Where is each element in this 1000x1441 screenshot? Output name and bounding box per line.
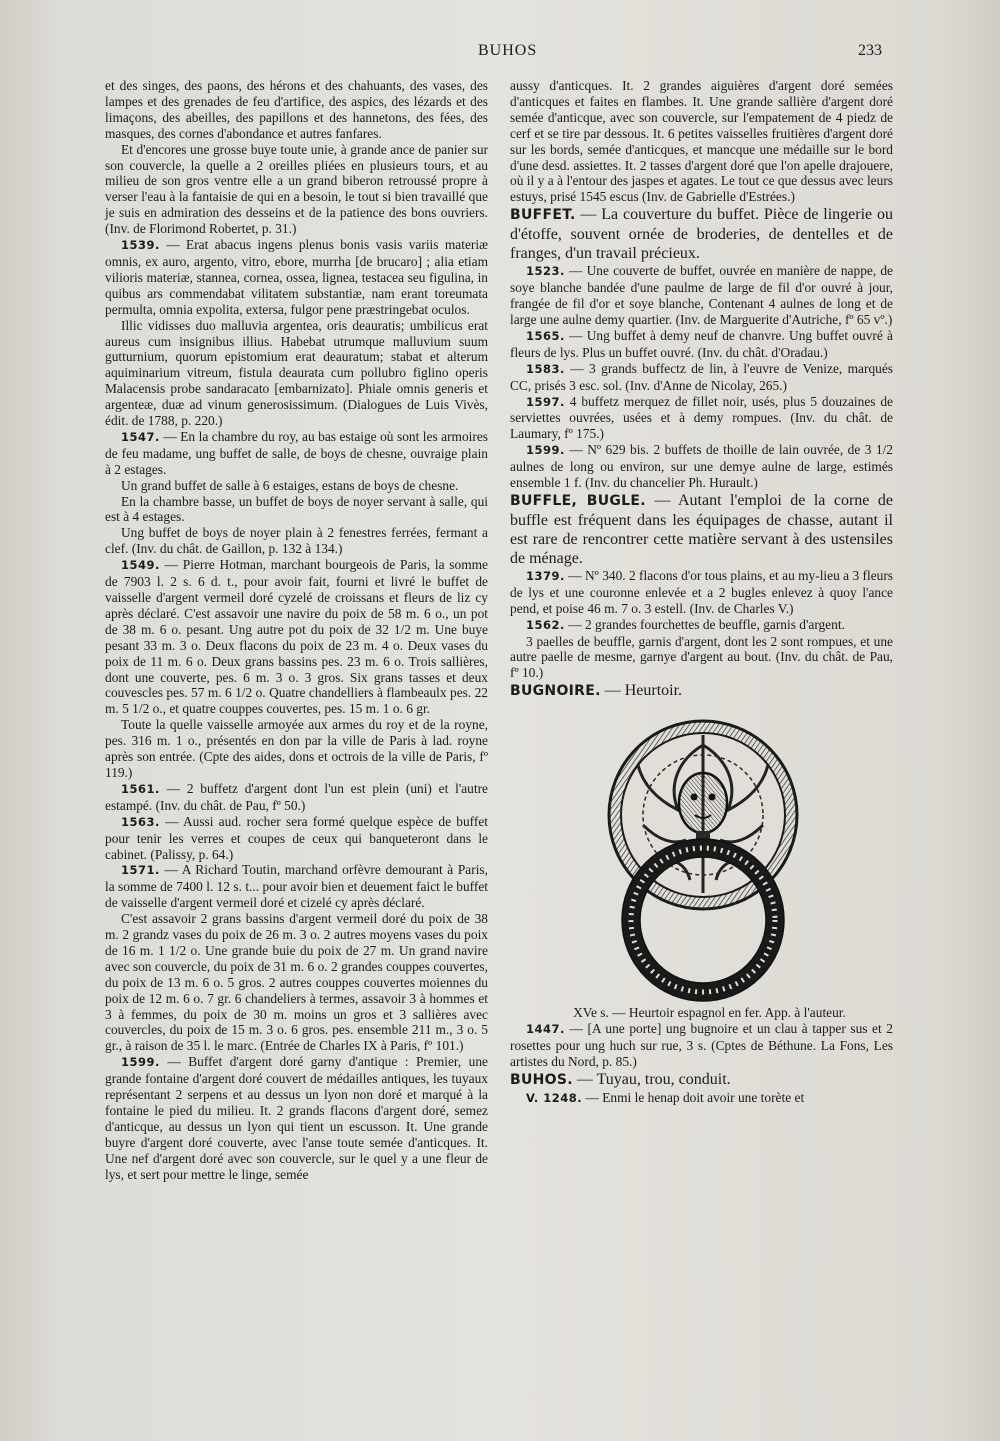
citation-year: 1561. [121,781,160,796]
right-paragraphs-e [510,1090,893,1107]
citation-text: — Enmi le henap doit avoir une torète et [582,1089,805,1105]
citation-text: Et d'encores une grosse buye toute unie, à grande ance de panier sur son couvercle, la quelle a 2 oreilles pliées en plusieurs tours, et au milieu de son gros ventre elle a un grand biberon retroussé propre à verser l'eau à la fantaisie de qui en a besoin, le tout si bien travaillé que je suis en admiration des desseins et de la patience des bons ouvriers. (Inv. de Florimond Robertet, p. 31.) [105,141,488,237]
citation-text: — Aussi aud. rocher sera formé quelque espèce de buffet pour tenir les verres et coupes de ceux qui banqueteront dans le cabinet. (Palissy, p. 64.) [105,813,488,862]
dated-citation [510,568,893,617]
citation-year: 1583. [526,361,565,376]
definition-buffet: — La couverture du buffet. Pièce de lingerie ou d'étoffe, souvent ornée de broderies, de dentelles et de franges, d'un travail précieux. [510,206,893,263]
citation-text: 4 buffetz merquez de fillet noir, usés, plus 5 douzaines de serviettes ouvrées, usées et à demy rompues. (Inv. du chât. de Laumary, fº 175.) [510,393,893,442]
paragraph [105,494,488,526]
paragraph [105,478,488,494]
citation-year: 1539. [121,238,160,253]
right-paragraphs-d [510,1021,893,1070]
citation-year: V. 1248. [526,1090,583,1105]
citation-year: 1565. [526,328,565,343]
right-paragraphs-a [510,78,893,205]
left-column [105,78,488,1183]
citation-text: En la chambre basse, un buffet de boys de noyer servant à salle, qui est à 4 estages. [105,493,488,525]
citation-text: — Nº 340. 2 flacons d'or tous plains, et au my-lieu a 3 fleurs de lys et une couronne enlevée et a 2 bugles enlevez à quoy l'ance pend, et poise 46 m. 7 o. 3 estell. (Inv. de Charles V.) [510,567,893,616]
citation-text: Illic vidisses duo malluvia argentea, oris deauratis; umbilicus erat aureus cum insignibus illius. Habebat utrumque malluvium suum gutturnium, quorum epistomium erat deauratum; stabat et alterum aquiminarium vitreum, fistula deaurata cum pollubro figlino operis Malacensis probe sandaracato [embarnizato]. Phiale omnis generis et argenteæ, duæ ad vinum generosissimum. (Dialogues de Luis Vivès, édit. de 1788, p. 220.) [105,317,488,429]
citation-year: 1599. [121,1055,160,1070]
definition-bugnoire: — Heurtoir. [600,682,683,700]
right-paragraphs-c [510,568,893,681]
citation-text: Ung buffet de boys de noyer plain à 2 fenestres ferrées, fermant a clef. (Inv. du chât. de Gaillon, p. 132 à 134.) [105,525,488,557]
dated-citation [105,237,488,318]
running-title: BUHOS [478,42,538,59]
dated-citation [510,617,893,634]
paragraph [105,78,488,142]
headword-buffet: BUFFET. [510,207,576,224]
entry-buffet [510,205,893,263]
paragraph [105,911,488,1054]
door-knocker-illustration [598,715,808,1005]
paragraph [510,78,893,205]
paragraph [510,634,893,682]
dated-citation [105,862,488,911]
left-paragraphs [105,78,488,1183]
dated-citation [105,429,488,478]
door-knocker-figure [510,715,893,1005]
citation-text: — 3 grands buffectz de lin, à l'euvre de Venize, marqués CC, prisés 3 esc. sol. (Inv. d'Anne de Nicolay, 265.) [510,360,893,393]
citation-text: — 2 buffetz d'argent dont l'un est plein (uni) et l'autre estampé. (Inv. du chât. de Pau, fº 50.) [105,780,488,813]
citation-text: Toute la quelle vaisselle armoyée aux armes du roy et de la royne, pes. 316 m. 1 o., présentés en don par la ville de Paris à lad. royne après son entrée. (Cpte des aides, dons et octrois de la ville de Paris, fº 119.) [105,717,488,780]
right-paragraphs-b [510,263,893,491]
running-head [0,42,1000,66]
dated-citation [510,1090,893,1107]
citation-text: — 2 grandes fourchettes de beuffle, garnis d'argent. [564,616,845,632]
headword-bugnoire: BUGNOIRE. [510,683,601,700]
paragraph [105,717,488,781]
citation-year: 1571. [121,863,160,878]
citation-year: 1549. [121,558,160,573]
citation-text: et des singes, des paons, des hérons et des chahuants, des vases, des lampes et des grenades de feu d'artifice, des aspics, des lézards et des limaçons, des abeilles, des papillons et des hannetons, des fées, des masques, des cornes d'abondance et autres fanfares. [105,78,488,141]
citation-text: — Ung buffet à demy neuf de chanvre. Ung buffet ouvré à fleurs de lys. Plus un buffet ouvré. (Inv. du chât. d'Oradau.) [510,327,893,360]
citation-year: 1523. [526,264,565,279]
citation-year: 1563. [121,814,160,829]
citation-text: — A Richard Toutin, marchand orfèvre demourant à Paris, la somme de 7400 l. 12 s. t... pour avoir bien et deuement faict le buffet de vaisselle d'argent vermeil doré et cizelé cy après déclaré. [105,862,488,911]
citation-text: — [A une porte] ung bugnoire et un clau à tapper sus et 2 rosettes pour ung huch sur rue, 3 s. (Cptes de Béthune. La Fons, Les artistes du Nord, p. 85.) [510,1021,893,1069]
paragraph [105,318,488,429]
citation-text: — Une couverte de buffet, ouvrée en manière de nappe, de soye blanche bandée d'une paulme de large de fil d'or ouvré à jour, frangée de fil d'or et soye blanche, Contenant 4 aulnes de long et de large une aulne demy quartier. (Inv. de Marguerite d'Autriche, fº 65 vº.) [510,263,893,327]
dated-citation [105,781,488,814]
dated-citation [510,1021,893,1070]
paragraph [105,525,488,557]
headword-buhos: BUHOS. [510,1071,573,1088]
citation-text: — Buffet d'argent doré garny d'antique : Premier, une grande fontaine d'argent doré couvert de médailles antiques, les tuyaux représentant 2 serpens et au dessus un lyon non doré et marqué à la fontaine le pied du milieu. It. 2 grands flacons d'argent doré, semez d'anticque, au dessus un lyon qui tient un escusson. It. Une grande buyre d'argent doré couverte, avec l'anse toute semée d'anticques. It. Une nef d'argent doré avec son couvercle, sur le quel y a une fleur de lys, et sert pour mettre le linge, semée [105,1054,488,1182]
citation-text: aussy d'anticques. It. 2 grandes aiguières d'argent doré semées d'anticques et faites en flambes. It. Une grande sallière d'argent doré semée d'anticque, avec son couvercle, sur l'empatement de 4 piedz de cerf et se tire par dessous. It. 6 petites vaisselles fruitières d'argent doré sur les bords, semée d'anticques, et mancque une médaille sur le bord d'une desd. assiettes. It. 2 tasses d'argent doré que l'on apelle drajouere, où il y a à l'entour des jaspes et agates. Le tout ce que dessus avec leurs estuys, prisé 1545 escus (Inv. de Gabrielle d'Estrées.) [510,78,893,205]
paragraph [105,142,488,237]
entry-buffle [510,491,893,568]
dated-citation [510,394,893,443]
dated-citation [105,814,488,863]
citation-text: — En la chambre du roy, au bas estaige où sont les armoires de feu madame, ung buffet de salle, de boys de chesne, ouvraige plain à 2 estages. [105,428,488,477]
page-number: 233 [858,42,882,59]
dated-citation [105,1054,488,1182]
definition-buhos: — Tuyau, trou, conduit. [572,1070,731,1088]
dated-citation [510,361,893,394]
dated-citation [105,557,488,717]
citation-year: 1447. [526,1022,565,1037]
dated-citation [510,328,893,361]
citation-text: C'est assavoir 2 grans bassins d'argent vermeil doré du poix de 38 m. 2 grandz vases du poix de 26 m. 3 o. 2 autres moyens vases du poix de 16 m. 1 1/2 o. Une grande buie du poix de 27 m. Un grand navire avec son couvercle, du poix de 31 m. 6 o. 2 grandes couppes couvertes, du poix de 13 m. 6 o. 5 gros. 2 autres couppes couvertes moiennes du poix de 12 m. 6 o. 7 gr. 6 chandeliers à termes, assavoir 3 à hommes et 3 à femmes, du poix de 30 m. moins un gros et 3 sallières avec couvercles, du poix de 15 m. 3 o. 6 gros. pes. ensemble 211 m., 3 o. 5 gr., à raison de 35 l. le marc. (Entrée de Charles IX à Paris, fº 101.) [105,911,488,1054]
citation-year: 1599. [526,443,565,458]
citation-year: 1597. [526,394,565,409]
dated-citation [510,442,893,491]
citation-year: 1562. [526,617,565,632]
citation-year: 1379. [526,568,565,583]
dated-citation [510,263,893,328]
definition-buffle: — Autant l'emploi de la corne de buffle est fréquent dans les équipages de chasse, autant il est rare de rencontrer cette matière servant à des ustensiles de ménage. [510,491,893,567]
citation-text: — Pierre Hotman, marchant bourgeois de Paris, la somme de 7903 l. 2 s. 6 d. t., pour avoir fait, fourni et livré le buffet de vaisselle d'argent vermeil doré cyzelé de croissans et fleurs de liz cy après déclaré. C'est assavoir une navire du poix de 58 m. 6 o., un pot de 38 m. 6 o. pesant. Ung autre pot du poix de 32 1/2 m. Une buye pesant 33 m. 3 o. Deux flacons du poix de 23 m. 4 o. Deux vases du poix de 11 m. 6 o. Deux grans bassins pes. 23 m. 6 o. Trois sallières, dont une couverte, pes. 6 m. 3 o. 3 gros. Six grans tasses et deux couvescles pes. 57 m. 6 1/2 o. Quatre chandelliers à flambeaulx pes. 22 m. 5 1/2 o., et quatre couppes couvertes, pes. 15 m. 1 o. 6 gr. [105,557,488,717]
headword-buffle: BUFFLE, BUGLE. [510,492,646,509]
right-column [510,78,893,1107]
citation-text: — Erat abacus ingens plenus bonis vasis variis materiæ omnis, ex auro, argento, vitro, ebore, murrha [de brucaro] ; alia etiam vilioris materiæ, stannea, cornea, ossea, lignea, testacea seu figulina, in quibus ars commendabat vilitatem substantiæ, nam erant toreumata permulta, omnia expolita, extersa, fulgor pene præstringebat oculos. [105,237,488,317]
citation-text: 3 paelles de beuffle, garnis d'argent, dont les 2 sont rompues, et une autre paelle de mesme, garnye d'argent au bout. (Inv. du chât. de Pau, fº 10.) [510,633,893,681]
figure-caption: XVe s. — Heurtoir espagnol en fer. App. à l'auteur. [573,1005,846,1021]
entry-buhos [510,1070,893,1090]
citation-text: Un grand buffet de salle à 6 estaiges, estans de boys de chesne. [121,477,459,493]
citation-text: — Nº 629 bis. 2 buffets de thoille de lain ouvrée, de 3 1/2 aulnes de long ou environ, sur une demye aulne de large, estimés ensemble 1 f. (Inv. du chancelier Ph. Hurault.) [510,442,893,491]
entry-bugnoire [510,681,893,701]
citation-year: 1547. [121,429,160,444]
